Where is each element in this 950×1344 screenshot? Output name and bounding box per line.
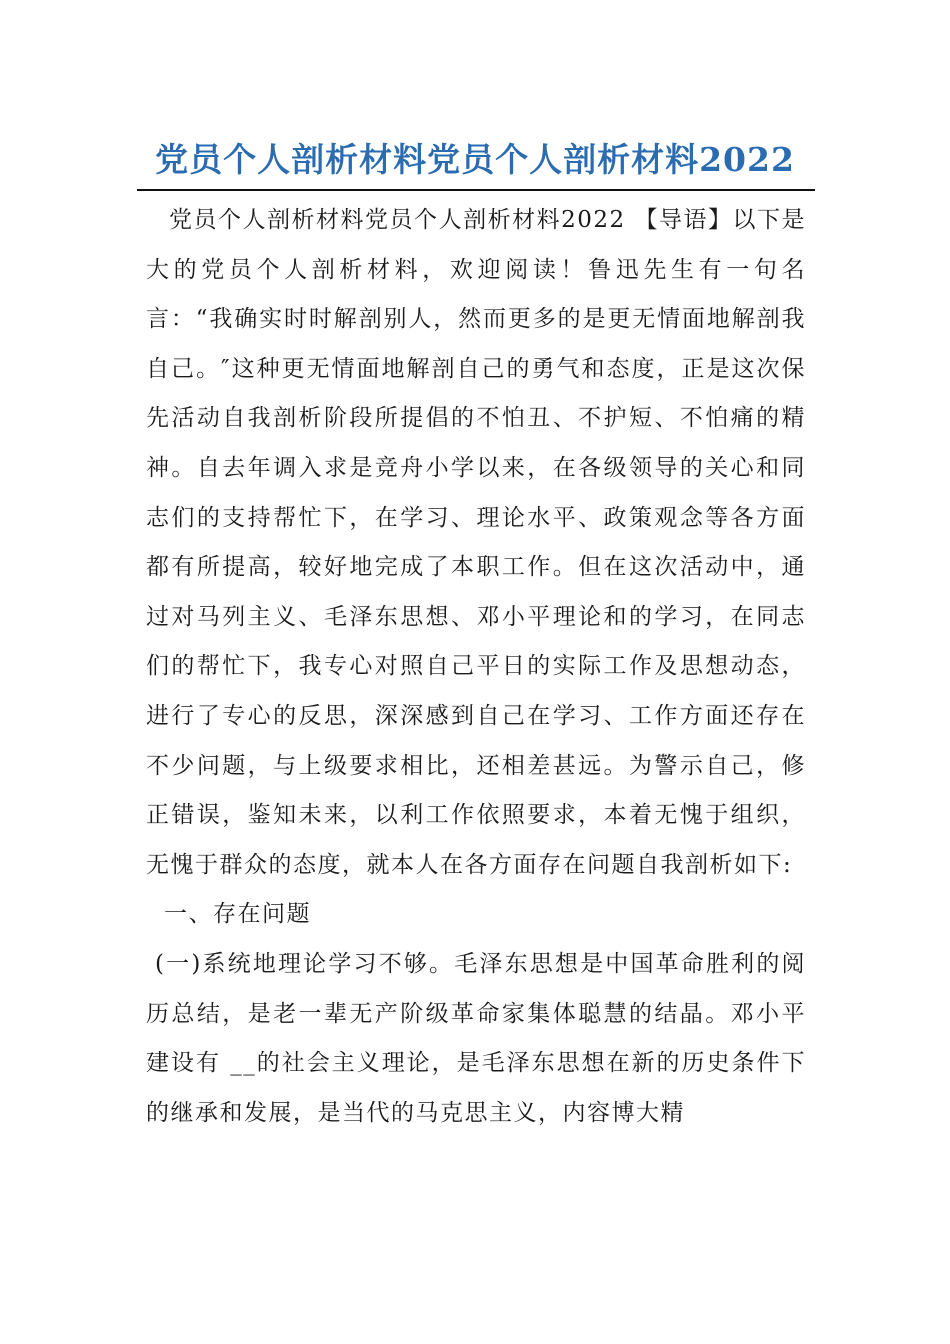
document-title: 党员个人剖析材料党员个人剖析材料2022 bbox=[155, 140, 795, 179]
intro-paragraph: 党员个人剖析材料党员个人剖析材料2022 【导语】以下是大的党员个人剖析材料，欢迎阅读！鲁迅先生有一句名言：“我确实时时解剖别人，然而更多的是更无情面地解剖我自己。″这种更无情面地解剖自己的勇气和态度，正是这次保先活动自我剖析阶段所提倡的不怕丑、不护短、不怕痛的精神。自去年调入求是竞舟小学以来，在各级领导的关心和同志们的支持帮忙下，在学习、理论水平、政策观念等各方面都有所提高，较好地完成了本职工作。但在这次活动中，通过对马列主义、毛泽东思想、邓小平理论和的学习，在同志们的帮忙下，我专心对照自己平日的实际工作及思想动态，进行了专心的反思，深深感到自己在学习、工作方面还存在不少问题，与上级要求相比，还相差甚远。为警示自己，修正错误，鉴知未来，以利工作依照要求，本着无愧于组织，无愧于群众的态度，就本人在各方面存在问题自我剖析如下: bbox=[146, 207, 806, 878]
title-underline bbox=[137, 189, 815, 191]
subsection-paragraph: (一)系统地理论学习不够。毛泽东思想是中国革命胜利的阅历总结，是老一辈无产阶级革命家集体聪慧的结晶。邓小平建设有 __的社会主义理论，是毛泽东思想在新的历史条件下的继承和发展，是当代的马克思主义，内容博大精 bbox=[146, 950, 806, 1126]
section-heading: 一、存在问题 bbox=[164, 901, 311, 928]
document-body bbox=[146, 196, 806, 1138]
